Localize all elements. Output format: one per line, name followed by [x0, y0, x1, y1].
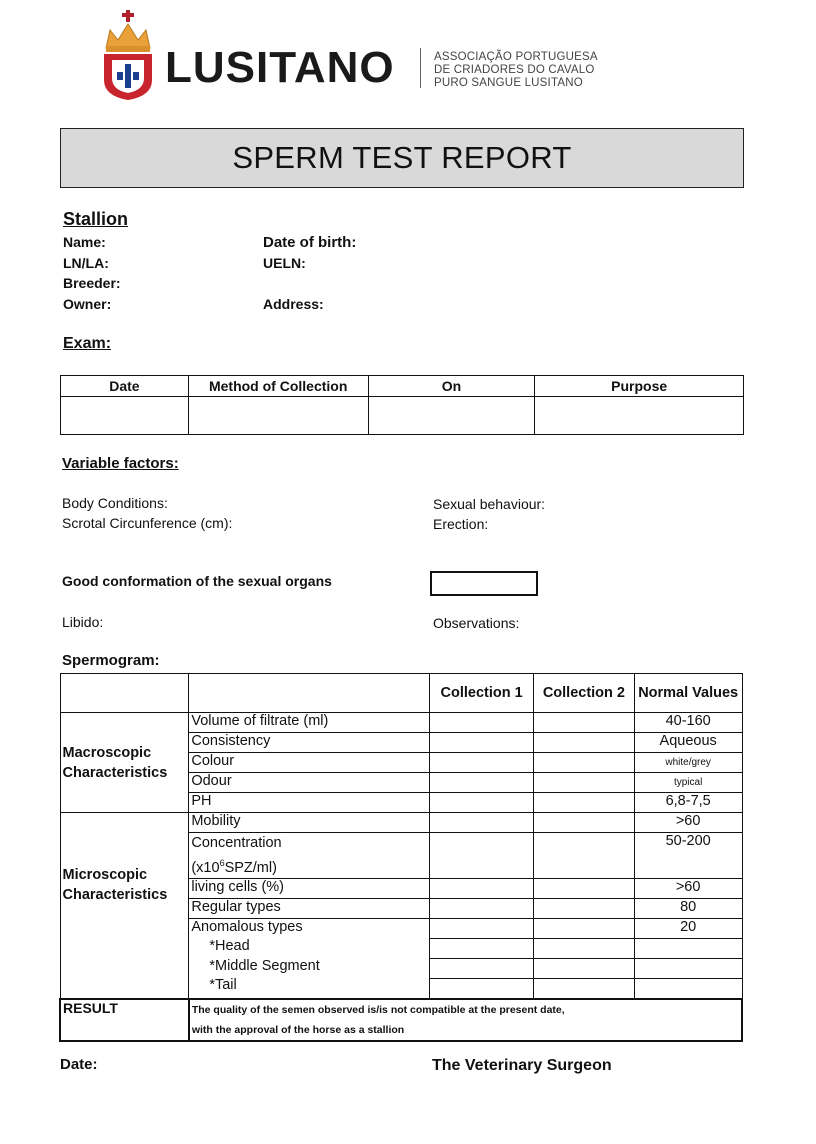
normal-value: Aqueous [634, 733, 742, 753]
normal-value: 40-160 [634, 713, 742, 733]
association-name: ASSOCIAÇÃO PORTUGUESA DE CRIADORES DO CAVALO PURO SANGUE LUSITANO [434, 51, 598, 89]
collection-2-cell[interactable] [534, 898, 635, 918]
collection-2-cell[interactable] [534, 713, 635, 733]
collection-2-cell[interactable] [534, 878, 635, 898]
exam-col-purpose: Purpose [535, 376, 744, 397]
collection-1-cell[interactable] [430, 813, 534, 833]
normal-value: 6,8-7,5 [634, 793, 742, 813]
collection-1-cell[interactable] [430, 958, 534, 978]
collection-1-cell[interactable] [430, 773, 534, 793]
association-logo-crest [100, 10, 156, 102]
exam-purpose-cell[interactable] [535, 397, 744, 435]
result-label: RESULT [60, 999, 189, 1041]
exam-col-method: Method of Collection [188, 376, 368, 397]
logo-divider [420, 48, 421, 88]
collection-2-cell[interactable] [534, 733, 635, 753]
spermogram-header-row [60, 674, 742, 713]
collection-2-cell[interactable] [534, 773, 635, 793]
dob-label: Date of birth: [263, 234, 357, 251]
variable-factors-heading: Variable factors: [62, 455, 179, 472]
normal-value [634, 978, 742, 999]
name-label: Name: [63, 234, 106, 250]
normal-values-header: Normal Values [634, 674, 742, 713]
collection-2-cell[interactable] [534, 813, 635, 833]
param-sub-label: *Tail [189, 978, 430, 999]
normal-value: >60 [634, 878, 742, 898]
collection-2-cell[interactable] [534, 793, 635, 813]
normal-value: >60 [634, 813, 742, 833]
veterinary-surgeon-label: The Veterinary Surgeon [432, 1057, 612, 1074]
address-label: Address: [263, 296, 324, 312]
macroscopic-group-label: Macroscopic Characteristics [60, 713, 189, 813]
normal-value: typical [634, 773, 742, 793]
good-conformation-label: Good conformation of the sexual organs [62, 573, 332, 589]
collection-2-cell[interactable] [534, 978, 635, 999]
param-label: Volume of filtrate (ml) [189, 713, 430, 733]
normal-value: white/grey [634, 753, 742, 773]
sexual-behaviour-label: Sexual behaviour: [433, 496, 546, 512]
param-label: PH [189, 793, 430, 813]
stallion-heading: Stallion [63, 209, 129, 229]
param-label: Colour [189, 753, 430, 773]
good-conformation-box[interactable] [430, 571, 538, 596]
collection-1-cell[interactable] [430, 878, 534, 898]
spermogram-heading: Spermogram: [62, 652, 160, 669]
exam-col-date: Date [61, 376, 189, 397]
erection-label: Erection: [433, 516, 489, 532]
param-label: Mobility [189, 813, 430, 833]
result-statement: The quality of the semen observed is/is not compatible at the present date, with the approval of the horse as a stallion [189, 999, 742, 1041]
exam-header-row [61, 376, 744, 397]
collection-2-cell[interactable] [534, 938, 635, 958]
collection-1-cell[interactable] [430, 978, 534, 999]
normal-value [634, 938, 742, 958]
collection-1-cell[interactable] [430, 833, 534, 879]
exam-entry-row [61, 397, 744, 435]
microscopic-group-label: Microscopic Characteristics [60, 813, 189, 999]
exam-heading: Exam: [63, 335, 112, 352]
logo-wordmark: LUSITANO [165, 43, 395, 92]
param-label: Regular types [189, 898, 430, 918]
exam-date-cell[interactable] [61, 397, 189, 435]
exam-method-cell[interactable] [188, 397, 368, 435]
collection-2-cell[interactable] [534, 753, 635, 773]
exam-on-cell[interactable] [368, 397, 535, 435]
normal-value [634, 958, 742, 978]
collection-2-header: Collection 2 [534, 674, 635, 713]
collection-2-cell[interactable] [534, 833, 635, 879]
concentration-unit: $(x10^6SPZ/ml)$ [191, 858, 277, 876]
collection-1-cell[interactable] [430, 918, 534, 938]
param-label: living cells (%) [189, 878, 430, 898]
collection-2-cell[interactable] [534, 918, 635, 938]
report-title-box [60, 128, 744, 188]
collection-1-cell[interactable] [430, 793, 534, 813]
param-label: Odour [189, 773, 430, 793]
libido-label: Libido: [62, 614, 104, 630]
breeder-label: Breeder: [63, 275, 121, 291]
ueln-label: UELN: [263, 255, 306, 271]
collection-1-cell[interactable] [430, 938, 534, 958]
body-conditions-label: Body Conditions: [62, 495, 168, 511]
param-label: Concentration $(x10^6SPZ/ml)$ [189, 833, 430, 879]
ln-la-label: LN/LA: [63, 255, 109, 271]
param-label: Consistency [189, 733, 430, 753]
scrotal-circumference-label: Scrotal Circunference (cm): [62, 515, 233, 531]
collection-2-cell[interactable] [534, 958, 635, 978]
normal-value: 50-200 [634, 833, 742, 879]
collection-1-header: Collection 1 [430, 674, 534, 713]
normal-value: 20 [634, 918, 742, 938]
spermogram-table [59, 673, 743, 1042]
param-sub-label: *Middle Segment [189, 958, 430, 978]
footer-date-label: Date: [60, 1056, 98, 1073]
observations-label: Observations: [433, 615, 520, 631]
owner-label: Owner: [63, 296, 112, 312]
collection-1-cell[interactable] [430, 753, 534, 773]
collection-1-cell[interactable] [430, 713, 534, 733]
exam-table [60, 375, 744, 435]
exam-col-on: On [368, 376, 535, 397]
report-title: SPERM TEST REPORT [232, 140, 572, 175]
table-row [60, 713, 742, 733]
table-row [60, 813, 742, 833]
normal-value: 80 [634, 898, 742, 918]
param-sub-label: *Head [189, 938, 430, 958]
collection-1-cell[interactable] [430, 733, 534, 753]
result-row [60, 999, 742, 1041]
collection-1-cell[interactable] [430, 898, 534, 918]
param-label: Anomalous types [189, 918, 430, 938]
